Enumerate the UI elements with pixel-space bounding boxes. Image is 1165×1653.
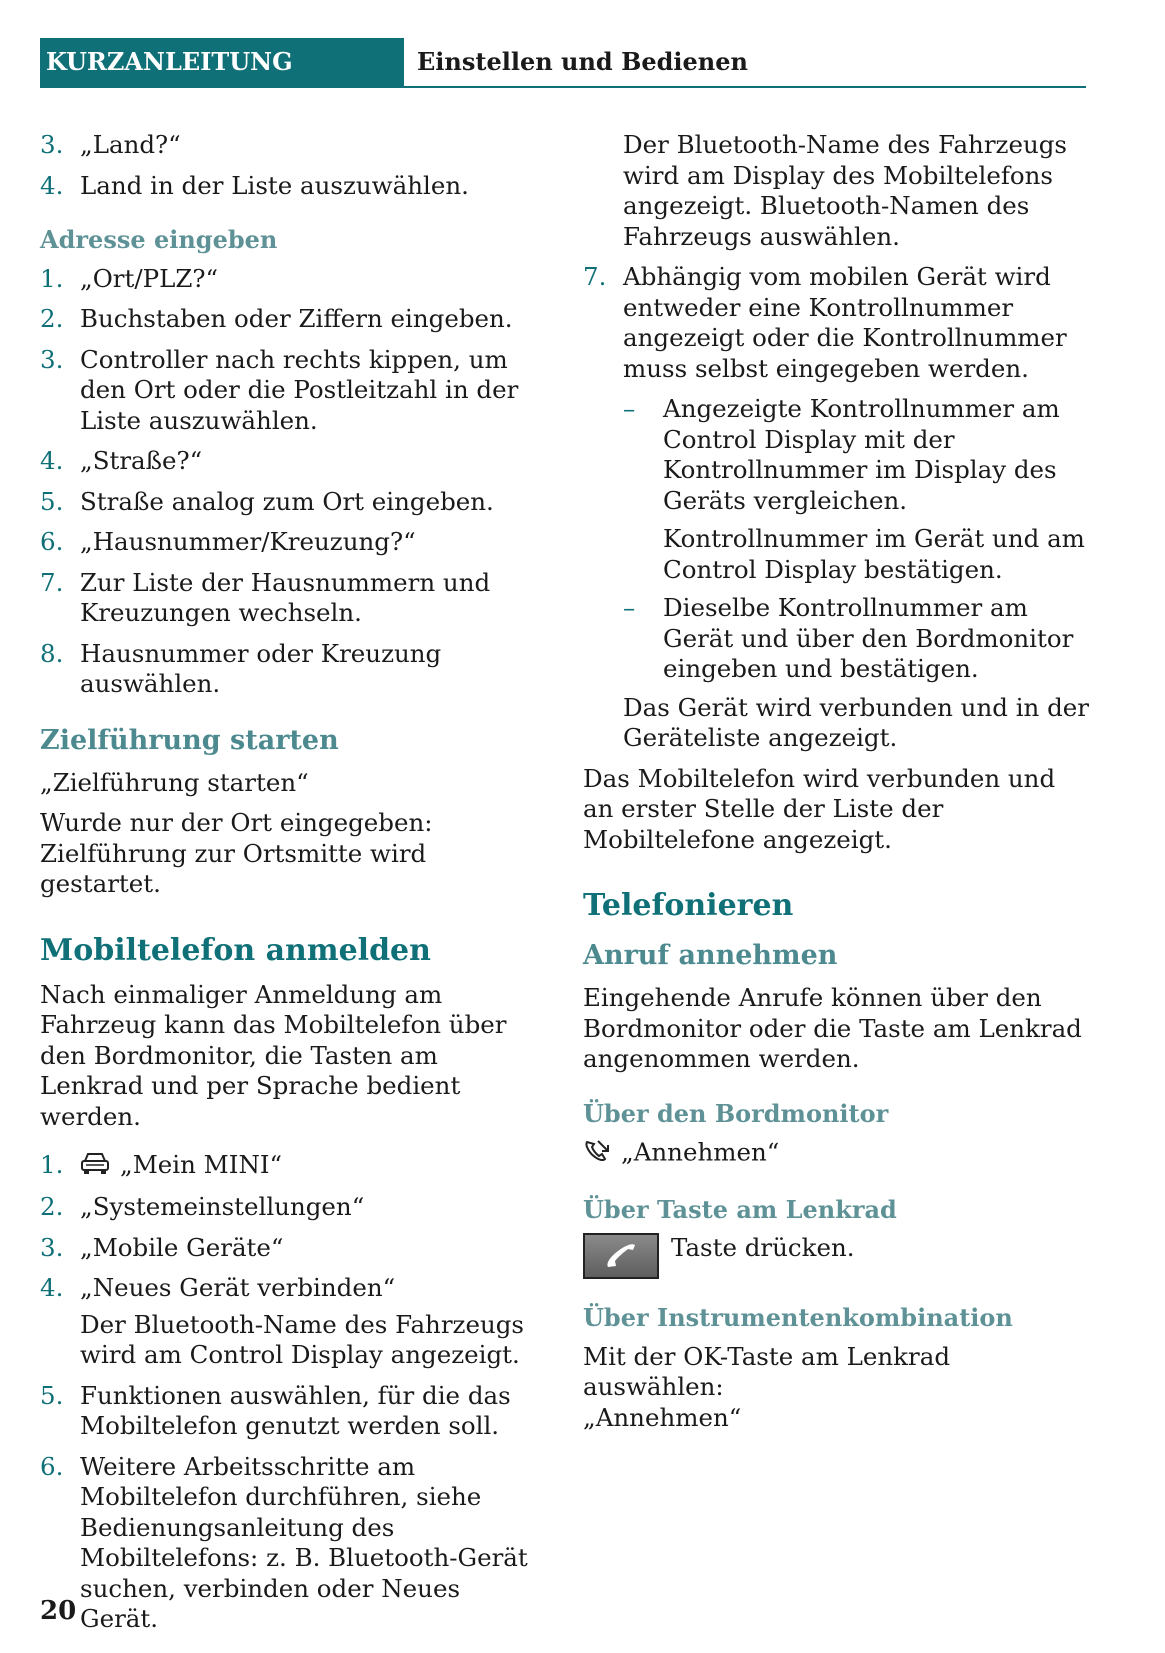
list-number: 2. xyxy=(40,1192,64,1222)
cluster-heading: Über Instrumentenkombination xyxy=(583,1303,1013,1332)
paragraph: Das Mobiltelefon wird verbunden und an erster Stelle der Liste der Mobiltelefone angezeigt. xyxy=(583,763,1056,854)
list-subtext: Der Bluetooth-Name des Fahrzeugs wird am Control Display angezeigt. xyxy=(80,1309,524,1370)
mobile-heading: Mobiltelefon anmelden xyxy=(40,932,431,968)
list-text: Straße analog zum Ort eingeben. xyxy=(80,486,494,516)
list-text: „Land?“ xyxy=(80,130,181,159)
list-text: „Neues Gerät verbinden“ xyxy=(80,1273,396,1303)
list-item xyxy=(40,487,545,518)
dash-text: Angezeigte Kontrollnummer am Control Display mit der Kontrollnummer im Display des Geräts vergleichen. xyxy=(663,394,1060,515)
dash-bullet: – xyxy=(623,394,636,423)
list-item xyxy=(40,1381,545,1442)
bordmonitor-heading: Über den Bordmonitor xyxy=(583,1098,889,1128)
list-number: 6. xyxy=(40,527,64,556)
car-icon xyxy=(80,1151,110,1183)
list-number: 1. xyxy=(40,1150,64,1179)
list-text: „Mein MINI“ xyxy=(120,1150,283,1179)
press-key-text: Taste drücken. xyxy=(671,1233,855,1262)
list-item xyxy=(40,446,545,477)
list-text: „Ort/PLZ?“ xyxy=(80,263,219,293)
list-number: 5. xyxy=(40,486,64,516)
paragraph: Das Gerät wird verbunden und in der Geräteliste angezeigt. xyxy=(623,692,1089,752)
paragraph: Eingehende Anrufe können über den Bordmonitor oder die Taste am Lenkrad angenommen werden. xyxy=(583,983,1082,1073)
list-item xyxy=(40,345,545,437)
answer-heading: Anruf annehmen xyxy=(583,940,838,971)
list-text: Zur Liste der Hausnummern und Kreuzungen wechseln. xyxy=(80,567,491,627)
cluster-text-line: „Annehmen“ xyxy=(583,1402,742,1432)
list-number: 3. xyxy=(40,344,64,374)
telephony-heading: Telefonieren xyxy=(583,888,794,923)
chapter-title: Einstellen und Bedienen xyxy=(417,47,748,76)
list-item xyxy=(40,1273,545,1304)
list-text: Hausnummer oder Kreuzung auswählen. xyxy=(80,638,442,698)
list-item xyxy=(40,568,545,629)
steering-key-row xyxy=(583,1233,1093,1279)
accept-label: „Annehmen“ xyxy=(621,1137,780,1167)
accept-line xyxy=(583,1137,1093,1171)
cluster-text-line: Mit der OK-Taste am Lenkrad auswählen: xyxy=(583,1341,951,1401)
list-text: Weitere Arbeitsschritte am Mobiltelefon durchführen, siehe Bedienungsanleitung des Mobiltelefons: z. B. Bluetooth-Gerät suchen, verbinden oder Neues Gerät. xyxy=(80,1451,528,1634)
paragraph: „Zielführung starten“ xyxy=(40,767,309,797)
dash-item xyxy=(583,394,1093,516)
list-item xyxy=(40,1150,545,1182)
dash-item xyxy=(583,593,1093,685)
list-text: Funktionen auswählen, für die das Mobiltelefon genutzt werden soll. xyxy=(80,1380,511,1441)
list-text: „Mobile Geräte“ xyxy=(80,1232,284,1262)
list-item xyxy=(583,262,1093,384)
list-item xyxy=(40,304,545,335)
dash-text: Dieselbe Kontrollnummer am Gerät und über den Bordmonitor eingeben und bestätigen. xyxy=(663,593,1074,683)
list-number: 4. xyxy=(40,446,64,475)
phone-accept-icon xyxy=(583,1137,611,1171)
address-heading: Adresse eingeben xyxy=(40,225,278,254)
paragraph: Der Bluetooth-Name des Fahrzeugs wird am Display des Mobiltelefons angezeigt. Bluetooth-Namen des Fahrzeugs auswählen. xyxy=(623,130,1067,251)
list-number: 7. xyxy=(583,262,607,291)
list-number: 4. xyxy=(40,170,64,200)
list-number: 3. xyxy=(40,130,64,159)
phone-key-icon xyxy=(583,1233,659,1279)
list-item xyxy=(40,1233,545,1264)
paragraph: Wurde nur der Ort eingegeben: Zielführung zur Ortsmitte wird gestartet. xyxy=(40,808,433,898)
list-number: 1. xyxy=(40,263,64,293)
section-tab: KURZANLEITUNG xyxy=(40,38,404,86)
list-text: Controller nach rechts kippen, um den Ort oder die Postleitzahl in der Liste auszuwählen. xyxy=(80,344,519,435)
right-column xyxy=(583,130,1093,1443)
page-number: 20 xyxy=(40,1596,77,1626)
list-item xyxy=(40,1192,545,1223)
list-item xyxy=(40,171,545,202)
guidance-heading: Zielführung starten xyxy=(40,724,339,756)
page-header xyxy=(40,38,1086,88)
list-text: Buchstaben oder Ziffern eingeben. xyxy=(80,304,513,333)
list-number: 6. xyxy=(40,1451,64,1481)
dash-subtext: Kontrollnummer im Gerät und am Control Display bestätigen. xyxy=(663,524,1085,584)
list-item xyxy=(40,527,545,558)
list-number: 2. xyxy=(40,304,64,333)
list-item xyxy=(40,264,545,295)
list-number: 4. xyxy=(40,1273,64,1303)
list-text: „Hausnummer/Kreuzung?“ xyxy=(80,527,416,556)
list-text: „Systemeinstellungen“ xyxy=(80,1192,365,1222)
list-number: 3. xyxy=(40,1232,64,1262)
list-number: 8. xyxy=(40,638,64,668)
left-column xyxy=(40,130,545,1645)
dash-bullet: – xyxy=(623,593,636,622)
paragraph: Nach einmaliger Anmeldung am Fahrzeug kann das Mobiltelefon über den Bordmonitor, die Tasten am Lenkrad und per Sprache bedient werden. xyxy=(40,979,507,1131)
list-number: 5. xyxy=(40,1380,64,1410)
list-text: Abhängig vom mobilen Gerät wird entweder eine Kontrollnummer angezeigt oder die Kontrollnummer muss selbst eingegeben werden. xyxy=(623,262,1067,383)
list-item xyxy=(40,639,545,700)
list-text: „Straße?“ xyxy=(80,446,203,475)
steering-heading: Über Taste am Lenkrad xyxy=(583,1194,897,1224)
list-item xyxy=(40,130,545,161)
list-number: 7. xyxy=(40,567,64,597)
paragraph xyxy=(583,1342,1093,1434)
list-item xyxy=(40,1452,545,1635)
list-text: Land in der Liste auszuwählen. xyxy=(80,170,469,200)
